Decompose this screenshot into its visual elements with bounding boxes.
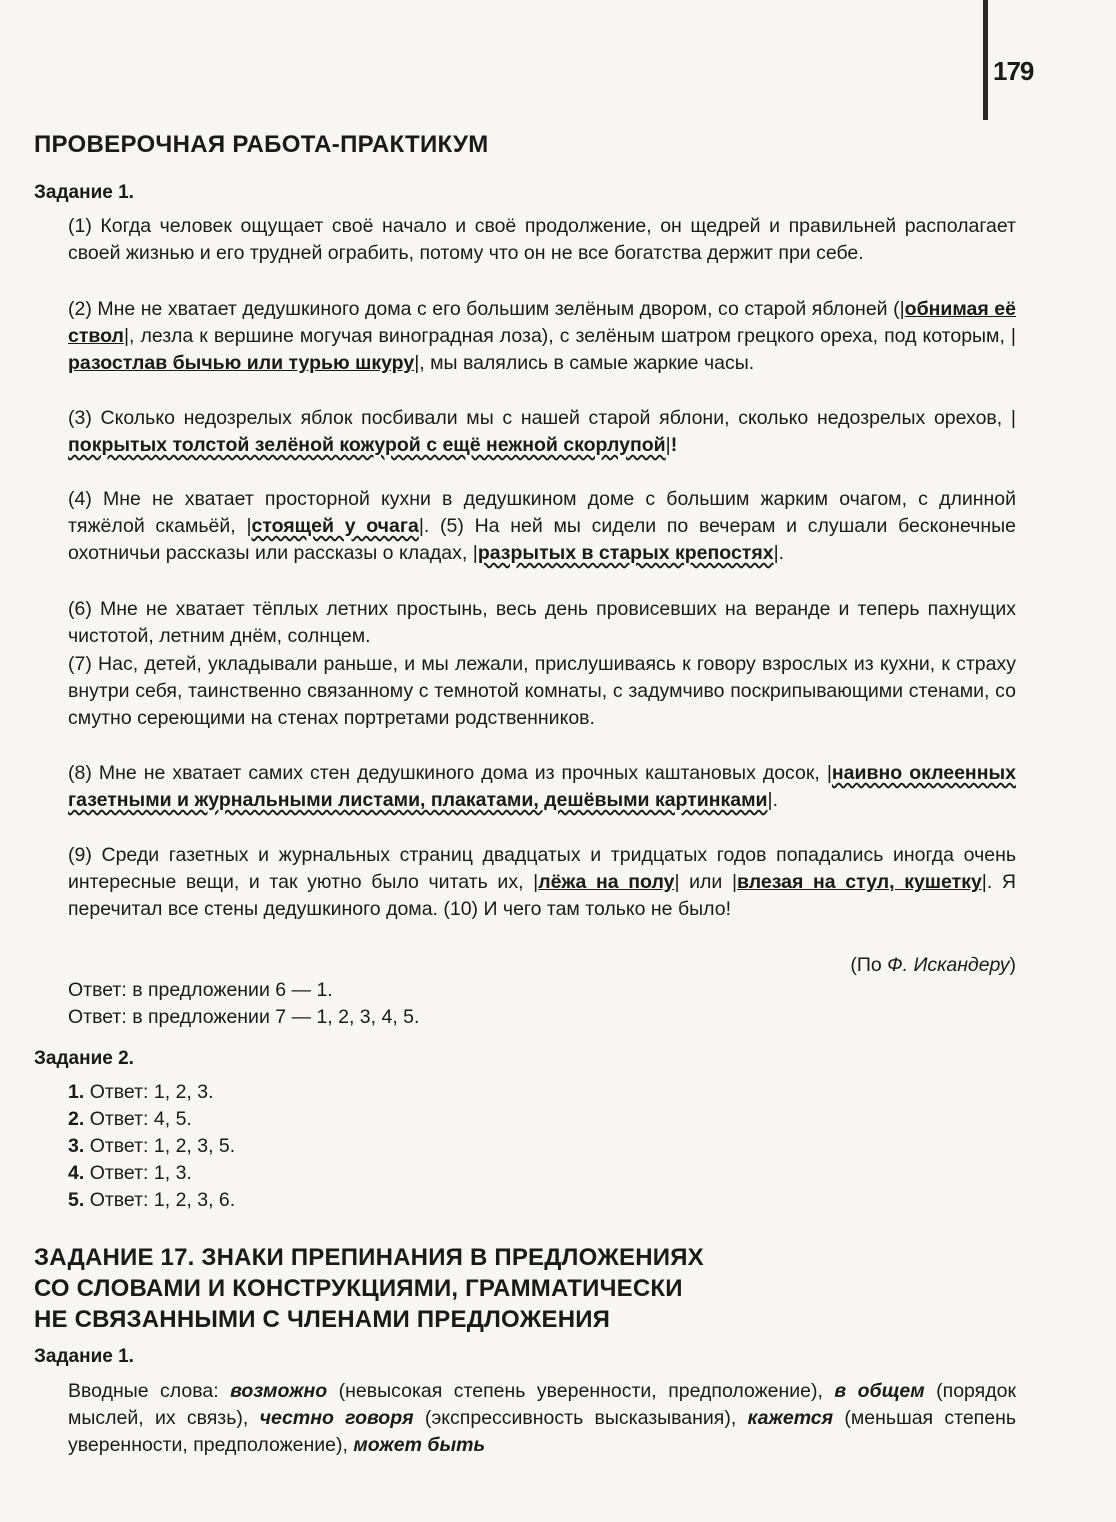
list-item: 4. Ответ: 1, 3. <box>68 1162 192 1184</box>
answer-line: Ответ: в предложении 6 — 1. <box>68 979 333 1001</box>
page-title: ПРОВЕРОЧНАЯ РАБОТА-ПРАКТИКУМ <box>34 131 489 158</box>
participle-phrase: разостлав бычью или турью шкуру <box>68 352 415 374</box>
list-item: 5. Ответ: 1, 2, 3, 6. <box>68 1189 236 1211</box>
sentence-4-5: (4) Мне не хватает просторной кухни в дедушкином доме с большим жарким очагом, с длинной тяжёлой скамьёй, |стоящей у очага|. (5) На ней мы сидели по вечерам и слушали бесконечные охотничьи рассказы или рассказы о кладах, |разрытых в старых крепостях|. <box>68 488 1016 564</box>
task2-answers <box>68 1079 235 1214</box>
sentence-9-10: (9) Среди газетных и журнальных страниц двадцатых и тридцатых годов попадались иногда очень интересные вещи, и так уютно было читать их, |лёжа на полу| или |влезая на стул, кушетку|. Я перечитал все стены дедушкиного дома. (10) И чего там только не было! <box>68 844 1017 920</box>
list-item: 1. Ответ: 1, 2, 3. <box>68 1081 214 1103</box>
task2-heading: Задание 2. <box>34 1048 134 1069</box>
section-17-title: ЗАДАНИЕ 17. ЗНАКИ ПРЕПИНАНИЯ В ПРЕДЛОЖЕНИЯХ СО СЛОВАМИ И КОНСТРУКЦИЯМИ, ГРАММАТИЧЕСКИ НЕ СВЯЗАННЫМИ С ЧЛЕНАМИ ПРЕДЛОЖЕНИЯ <box>34 1244 704 1333</box>
task1-heading: Задание 1. <box>34 182 134 203</box>
sentence-1: (1) Когда человек ощущает своё начало и своё продолжение, он щедрей и правильней располагает своей жизнью и его трудней ограбить, потому что он не все богатства держит при себе. <box>68 215 1016 264</box>
list-item: 3. Ответ: 1, 2, 3, 5. <box>68 1135 236 1157</box>
answer-line: Ответ: в предложении 7 — 1, 2, 3, 4, 5. <box>68 1006 420 1028</box>
participle-phrase: обнимая её ствол <box>68 298 1016 347</box>
page-number: 179 <box>993 56 1034 86</box>
participial-phrase: разрытых в старых крепостях <box>477 542 774 564</box>
sentence-2: (2) Мне не хватает дедушкиного дома с его большим зелёным двором, со старой яблоней (|обнимая её ствол|, лезла к вершине могучая виноградная лоза), с зелёным шатром грецкого ореха, под которым, |разостлав бычью или турью шкуру|, мы валялись в самые жаркие часы. <box>68 298 1016 374</box>
adverbial-phrase: лёжа на полу <box>538 871 675 893</box>
sentence-3: (3) Сколько недозрелых яблок посбивали мы с нашей старой яблони, сколько недозрелых орехов, |покрытых толстой зелёной кожурой с ещё нежной скорлупой|! <box>68 407 1016 456</box>
list-item: 2. Ответ: 4, 5. <box>68 1108 192 1130</box>
adverbial-phrase: влезая на стул, кушетку <box>737 871 982 893</box>
participial-phrase: наивно оклеенных газетными и журнальными листами, плакатами, дешёвыми картинками <box>68 762 1016 811</box>
source-citation: (По Ф. Искандеру) <box>850 954 1016 976</box>
sentence-6: (6) Мне не хватает тёплых летних простынь, весь день провисевших на веранде и теперь пахнущих чистотой, летним днём, солнцем. <box>68 598 1016 647</box>
section17-task1-heading: Задание 1. <box>34 1346 134 1367</box>
participial-phrase: стоящей у очага <box>251 515 419 537</box>
sentence-7: (7) Нас, детей, укладывали раньше, и мы лежали, прислушиваясь к говору взрослых из кухни, к страху внутри себя, таинственно связанному с темнотой комнаты, с задумчиво поскрипывающими стенами, со смутно сереющими на стенах портретами родственников. <box>68 653 1016 729</box>
sentence-8: (8) Мне не хватает самих стен дедушкиного дома из прочных каштановых досок, |наивно оклеенных газетными и журнальными листами, плакатами, дешёвыми картинками|. <box>68 762 1016 811</box>
intro-words-paragraph: Вводные слова: возможно (невысокая степень уверенности, предположение), в общем (порядок мыслей, их связь), честно говоря (экспрессивность высказывания), кажется (меньшая степень уверенности, предположение), может быть <box>68 1380 1017 1456</box>
participial-phrase: покрытых толстой зелёной кожурой с ещё нежной скорлупой <box>68 434 666 456</box>
margin-rule <box>983 0 988 120</box>
